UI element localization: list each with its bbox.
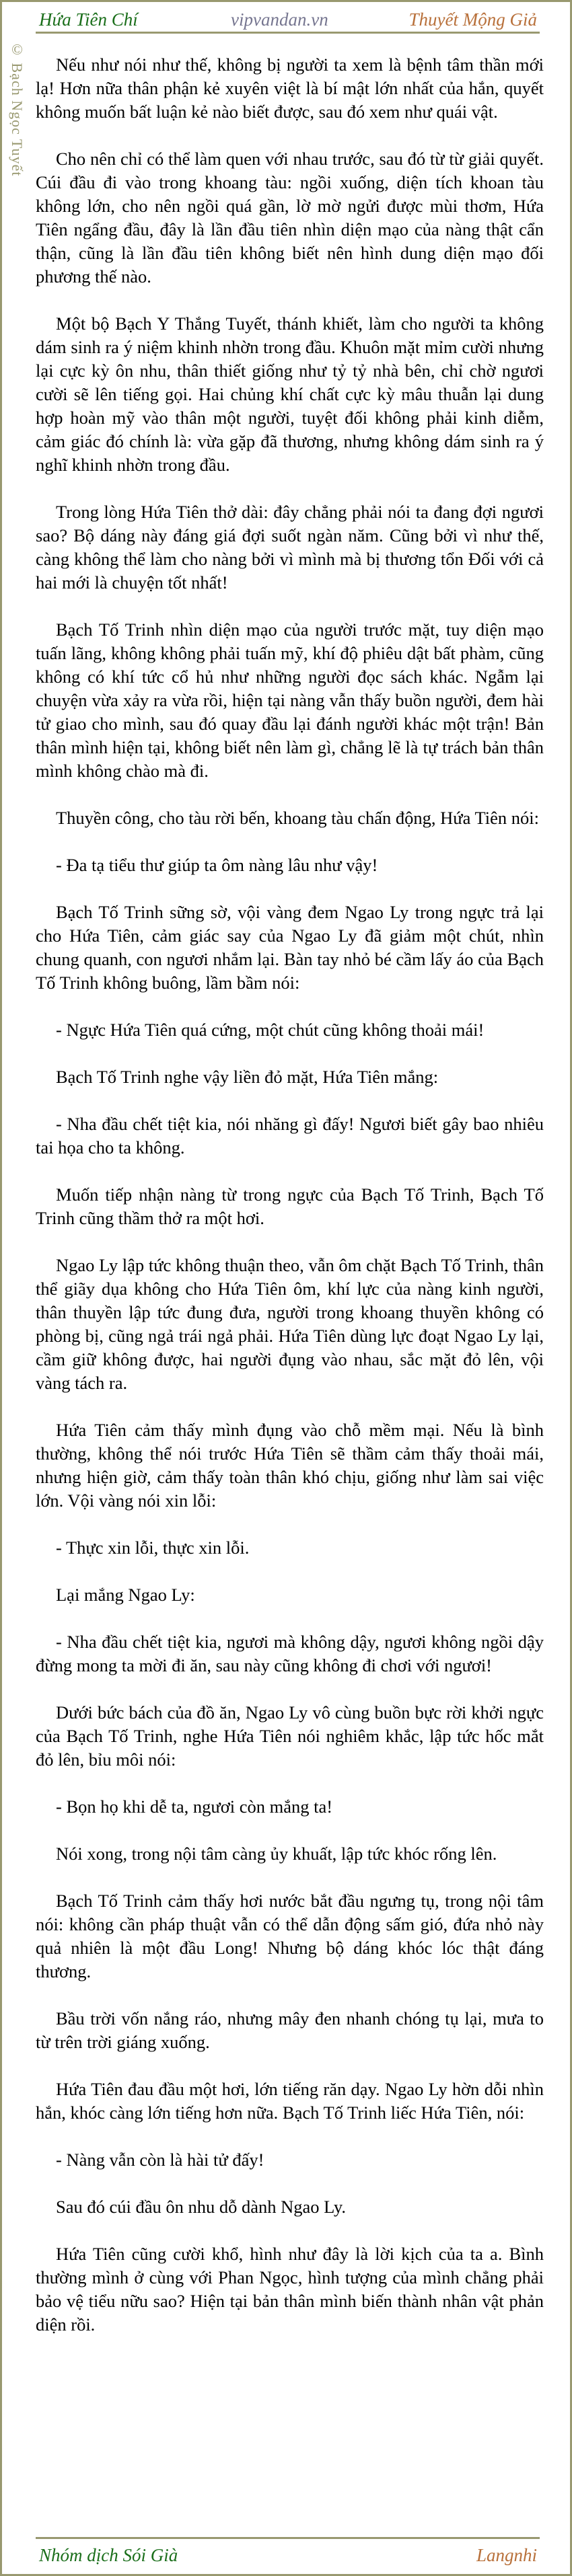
- dialogue-line: - Nàng vẫn còn là hài tử đấy!: [56, 2150, 264, 2170]
- paragraph: Bầu trời vốn nắng ráo, nhưng mây đen nhanh chóng tụ lại, mưa to từ trên trời giáng xuống.: [36, 2008, 544, 2052]
- paragraph: Thuyền công, cho tàu rời bến, khoang tàu chấn động, Hứa Tiên nói:: [56, 808, 539, 828]
- paragraph: Lại mắng Ngao Ly:: [56, 1585, 195, 1605]
- translator-group: Nhóm dịch Sói Già: [39, 2545, 178, 2565]
- paragraph: Hứa Tiên cũng cười khổ, hình như đây là lời kịch của ta a. Bình thường mình ở cùng với Phan Ngọc, hình tượng của mình chẳng phải bảo vệ tiểu nữu sao? Hiện tại bản thân mình biến thành nhân vật phản diện rồi.: [36, 2244, 544, 2335]
- dialogue-line: - Bọn họ khi dễ ta, ngươi còn mắng ta!: [56, 1796, 333, 1817]
- paragraph: Trong lòng Hứa Tiên thở dài: đây chẳng phải nói ta đang đợi ngươi sao? Bộ dáng này đáng giá đợi suốt ngàn năm. Cũng bởi vì như thế, càng không thể làm cho nàng bởi vì mình mà bị thương tổn Đối với cả hai mới là chuyện tốt nhất!: [36, 502, 544, 593]
- paragraph: Ngao Ly lập tức không thuận theo, vẫn ôm chặt Bạch Tố Trinh, thân thể giãy dụa không cho Hứa Tiên ôm, khí lực của nàng kinh người, thân thuyền lập tức đung đưa, người trong khoang thuyền không có phòng bị, cũng ngả trái ngả phải. Hứa Tiên dùng lực đoạt Ngao Ly lại, cầm giữ không được, hai người đụng vào nhau, sắc mặt đỏ lên, vội vàng tách ra.: [36, 1255, 544, 1393]
- paragraph: Bạch Tố Trinh nhìn diện mạo của người trước mặt, tuy diện mạo tuấn lãng, không không phải tuấn mỹ, khí độ phiêu dật bất phàm, cũng không có khí tức cổ hủ như những người đọc sách khác. Ngẫm lại chuyện vừa xảy ra vừa rồi, hiện tại nàng vẫn thấy buồn người, đem hài tử giao cho mình, sau đó quay đầu lại đánh người khác một trận! Bản thân mình hiện tại, không biết nên làm gì, chẳng lẽ là tự trách bản thân mình không chào mà đi.: [36, 619, 544, 781]
- chapter-body: [36, 53, 544, 2360]
- paragraph: Hứa Tiên đau đầu một hơi, lớn tiếng răn dạy. Ngao Ly hờn dỗi nhìn hắn, khóc càng lớn tiếng hơn nữa. Bạch Tố Trinh liếc Hứa Tiên, nói:: [36, 2079, 544, 2123]
- paragraph: Bạch Tố Trinh cảm thấy hơi nước bắt đầu ngưng tụ, trong nội tâm nói: không cần pháp thuật vẫn có thể dẫn động sấm gió, đứa nhỏ này quả nhiên là một đầu Long! Nhưng bộ dáng khóc lóc thật đáng thương.: [36, 1891, 544, 1981]
- paragraph: Dưới bức bách của đồ ăn, Ngao Ly vô cùng buồn bực rời khởi ngực của Bạch Tố Trinh, nghe Hứa Tiên nói nghiêm khắc, lập tức hốc mắt đỏ lên, bỉu môi nói:: [36, 1702, 544, 1770]
- dialogue-line: - Nha đầu chết tiệt kia, nói nhăng gì đấy! Ngươi biết gây bao nhiêu tai họa cho ta không.: [36, 1114, 544, 1158]
- paragraph: Muốn tiếp nhận nàng từ trong ngực của Bạch Tố Trinh, Bạch Tố Trinh cũng thầm thở ra một hơi.: [36, 1184, 544, 1228]
- copyright-watermark: © Bạch Ngọc Tuyết: [9, 41, 26, 177]
- paragraph: Bạch Tố Trinh sững sờ, vội vàng đem Ngao Ly trong ngực trả lại cho Hứa Tiên, cảm giác say của Ngao Ly đã giảm một chút, nhìn chung quanh, con ngươi nhắm lại. Bàn tay nhỏ bé cầm lấy áo của Bạch Tố Trinh không buông, lầm bầm nói:: [36, 902, 544, 993]
- paragraph: Sau đó cúi đầu ôn nhu dỗ dành Ngao Ly.: [56, 2197, 347, 2217]
- paragraph: Nói xong, trong nội tâm càng ủy khuất, lập tức khóc rống lên.: [56, 1844, 497, 1864]
- dialogue-line: - Đa tạ tiểu thư giúp ta ôm nàng lâu như vậy!: [56, 855, 378, 875]
- paragraph: Hứa Tiên cảm thấy mình đụng vào chỗ mềm mại. Nếu là bình thường, không thể nói trước Hứa Tiên sẽ thầm cảm thấy thoải mái, nhưng hiện giờ, cảm thấy toàn thân khó chịu, giống như làm sai việc lớn. Vội vàng nói xin lỗi:: [36, 1420, 544, 1511]
- site-name: vipvandan.vn: [231, 9, 328, 30]
- translator-name: Langnhi: [476, 2545, 537, 2565]
- paragraph: Một bộ Bạch Y Thắng Tuyết, thánh khiết, làm cho người ta không dám sinh ra ý niệm khinh nhờn trong đầu. Khuôn mặt mỉm cười nhưng lại cực kỳ ôn nhu, thân thiết giống như tỷ tỷ nhà bên, chỉ chờ ngươi cười sẽ lên tiếng gọi. Hai chủng khí chất cực kỳ mâu thuẫn lại dung hợp hoàn mỹ vào thân một người, tuyệt đối không phải kinh diễm, cảm giác đó chính là: vừa gặp đã thương, nhưng không dám sinh ra ý nghĩ khinh nhờn trong đầu.: [36, 313, 544, 475]
- paragraph: Cho nên chỉ có thể làm quen với nhau trước, sau đó từ từ giải quyết. Cúi đầu đi vào trong khoang tàu: ngồi xuống, diện tích khoan tàu không lớn, cho nên ngồi quá gần, lờ mờ ngửi được mùi thơm, Hứa Tiên ngẩng đầu, đây là lần đầu tiên nhìn diện mạo của nàng thật cẩn thận, cũng là lần đầu tiên không biết nên hình dung diện mạo đối phương thế nào.: [36, 149, 544, 287]
- book-title: Hứa Tiên Chí: [39, 9, 138, 30]
- paragraph: Bạch Tố Trinh nghe vậy liền đỏ mặt, Hứa Tiên mắng:: [56, 1067, 439, 1087]
- dialogue-line: - Nha đầu chết tiệt kia, ngươi mà không dậy, ngươi không ngồi dậy đừng mong ta mời đi ăn, sau này cũng không đi chơi với ngươi!: [36, 1632, 544, 1675]
- page-footer: [36, 2537, 540, 2569]
- dialogue-line: - Ngực Hứa Tiên quá cứng, một chút cũng không thoải mái!: [56, 1020, 485, 1040]
- page-header: [36, 9, 540, 34]
- dialogue-line: - Thực xin lỗi, thực xin lỗi.: [56, 1538, 250, 1558]
- author-name: Thuyết Mộng Giả: [408, 9, 537, 30]
- paragraph: Nếu như nói như thế, không bị người ta xem là bệnh tâm thần mới lạ! Hơn nữa thân phận kẻ xuyên việt là bí mật lớn nhất của hắn, quyết không muốn bất luận kẻ nào biết được, sau đó xem như quái vật.: [36, 54, 544, 122]
